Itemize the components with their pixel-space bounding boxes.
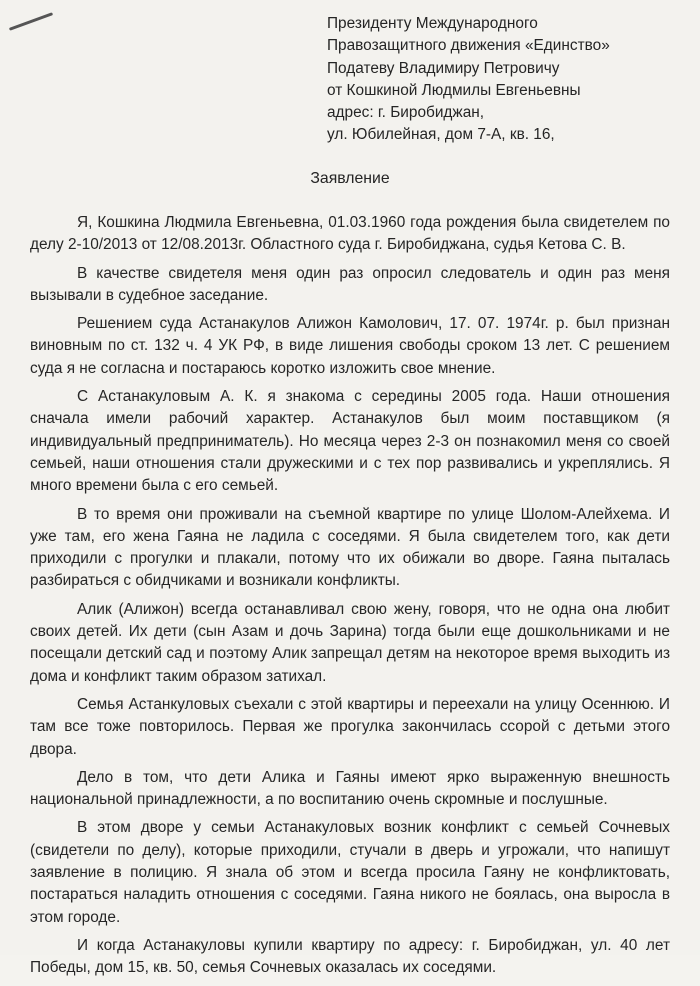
paragraph: В качестве свидетеля меня один раз опросил следователь и один раз меня вызывали в судебное заседание.: [30, 264, 670, 304]
addressee-line: Правозащитного движения «Единство»: [327, 37, 610, 55]
addressee-line: Президенту Международного: [327, 15, 538, 32]
addressee-line: от Кошкиной Людмилы Евгеньевны: [327, 81, 581, 99]
pen-stroke-mark: [9, 12, 53, 31]
document-body: [30, 212, 670, 986]
paragraph: Решением суда Астанакулов Алижон Камолович, 17. 07. 1974г. р. был признан виновным по ст. 132 ч. 4 УК РФ, в виде лишения свободы сроком 13 лет. С решением суда я не согласна и постараюсь коротко изложить свое мнение.: [30, 315, 670, 377]
paragraph: В этом дворе у семьи Астанакуловых возник конфликт с семьей Сочневых (свидетели по делу), которые приходили, стучали в дверь и угрожали, что напишут заявление в полицию. Я знала об этом и всегда просила Гаяну не конфликтовать, постараться наладить отношения с соседями. Гаяна никого не боялась, она выросла в этом городе.: [30, 819, 670, 926]
addressee-line: ул. Юбилейная, дом 7-А, кв. 16,: [327, 126, 555, 144]
document-title: Заявление: [310, 170, 390, 187]
paragraph: Я, Кошкина Людмила Евгеньевна, 01.03.1960 года рождения была свидетелем по делу 2-10/2013 от 12/08.2013г. Областного суда г. Биробиджана, судья Кетова С. В.: [30, 214, 670, 254]
paragraph: Алик (Алижон) всегда останавливал свою жену, говоря, что не одна она любит своих детей. Их дети (сын Азам и дочь Зарина) тогда были еще дошкольниками и не посещали детский сад и поэтому Алик запрещал детям на некоторое время выходить из дома и конфликт таким образом затихал.: [30, 600, 670, 685]
paragraph: В то время они проживали на съемной квартире по улице Шолом-Алейхема. И уже там, его жена Гаяна не ладила с соседями. Я была свидетелем того, как дети приходили с прогулки и плакали, потому что их обижали во дворе. Гаяна пыталась разбираться с обидчиками и возникали конфликты.: [30, 505, 670, 590]
addressee-line: Податеву Владимиру Петровичу: [327, 59, 560, 77]
paragraph: С Астанакуловым А. К. я знакома с середины 2005 года. Наши отношения сначала имели рабочий характер. Астанакулов был моим поставщиком (я индивидуальный предприниматель). Но месяца через 2-3 он познакомил меня со своей семьей, наши отношения стали дружескими и с тех пор развивались и укреплялись. Я много времени была с его семьей.: [30, 388, 670, 495]
addressee-line: адрес: г. Биробиджан,: [327, 104, 485, 122]
paragraph: Семья Астанкуловых съехали с этой квартиры и переехали на улицу Осеннюю. И там все тоже повторилось. Первая же прогулка закончилась ссорой с детьми этого двора.: [30, 695, 670, 758]
addressee-block: [327, 13, 687, 147]
paragraph: И когда Астанакуловы купили квартиру по адресу: г. Биробиджан, ул. 40 лет Победы, дом 15, кв. 50, семья Сочневых оказалась их соседями.: [30, 936, 670, 977]
paragraph: Дело в том, что дети Алика и Гаяны имеют ярко выраженную внешность национальной принадлежности, а по воспитанию очень скромные и послушные.: [30, 768, 670, 809]
